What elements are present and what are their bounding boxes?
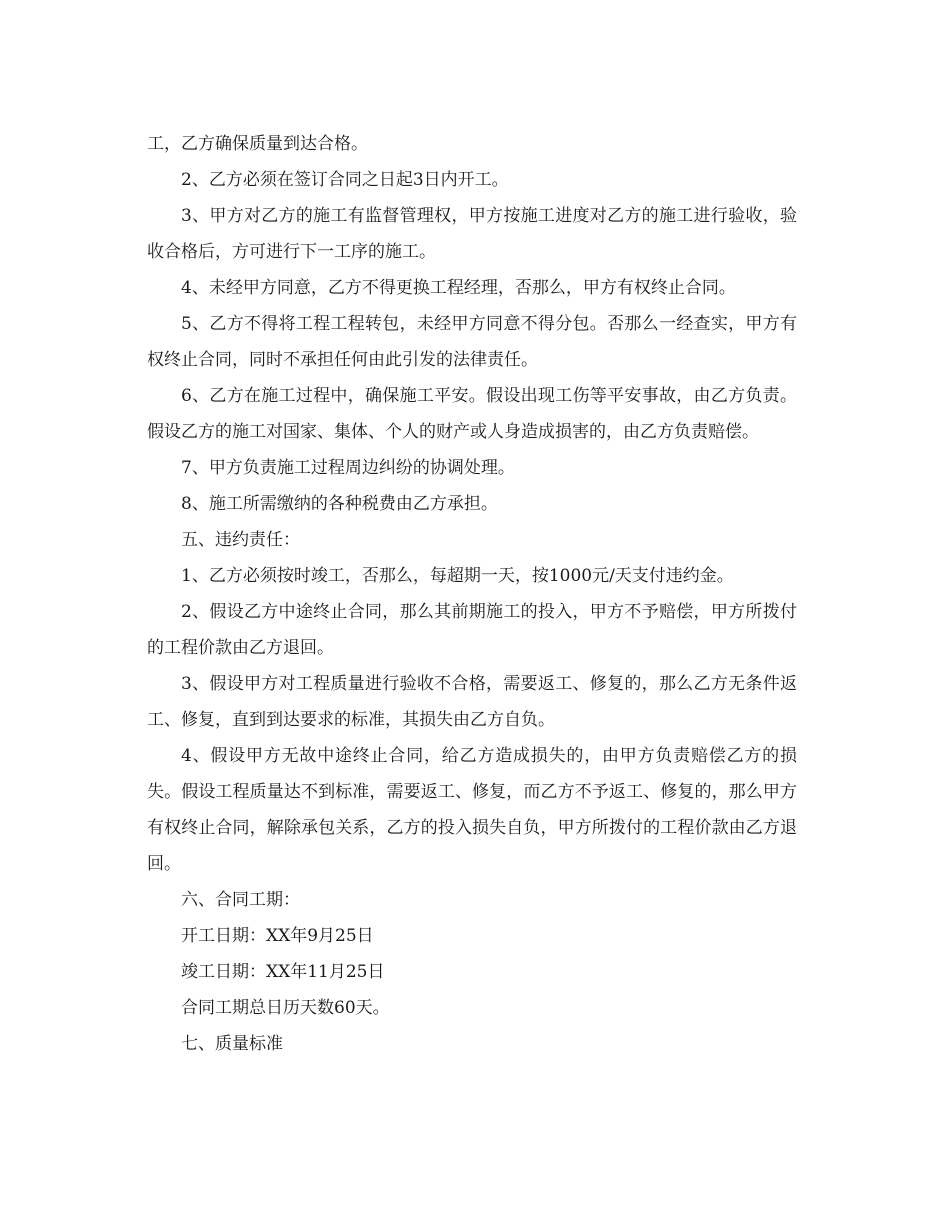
- completion-date-line: 竣工日期：XX年11月25日: [181, 962, 385, 982]
- section-heading: 七、质量标准: [181, 1034, 283, 1054]
- section-heading: 六、合同工期：: [181, 890, 300, 910]
- paragraph: 3、假设甲方对工程质量进行验收不合格，需要返工、修复的，那么乙方无条件返工、修复，直到到达要求的标准，其损失由乙方自负。: [147, 674, 797, 730]
- paragraph: 4、未经甲方同意，乙方不得更换工程经理，否那么，甲方有权终止合同。: [181, 278, 736, 298]
- start-date-line: 开工日期：XX年9月25日: [181, 926, 374, 946]
- paragraph: 工，乙方确保质量到达合格。: [147, 134, 368, 154]
- paragraph: 7、甲方负责施工过程周边纠纷的协调处理。: [181, 458, 515, 478]
- paragraph: 3、甲方对乙方的施工有监督管理权，甲方按施工进度对乙方的施工进行验收，验收合格后，方可进行下一工序的施工。: [147, 206, 797, 262]
- duration-line: 合同工期总日历天数60天。: [181, 998, 390, 1018]
- section-heading: 五、违约责任：: [181, 530, 300, 550]
- document-body: [147, 126, 797, 1062]
- paragraph: 2、乙方必须在签订合同之日起3日内开工。: [181, 170, 509, 190]
- paragraph: 2、假设乙方中途终止合同，那么其前期施工的投入，甲方不予赔偿，甲方所拨付的工程价款由乙方退回。: [147, 602, 797, 658]
- paragraph: 5、乙方不得将工程工程转包，未经甲方同意不得分包。否那么一经查实，甲方有权终止合同，同时不承担任何由此引发的法律责任。: [147, 314, 797, 370]
- paragraph: 6、乙方在施工过程中，确保施工平安。假设出现工伤等平安事故，由乙方负责。假设乙方的施工对国家、集体、个人的财产或人身造成损害的，由乙方负责赔偿。: [147, 386, 797, 442]
- paragraph: 8、施工所需缴纳的各种税费由乙方承担。: [181, 494, 498, 514]
- paragraph: 4、假设甲方无故中途终止合同，给乙方造成损失的，由甲方负责赔偿乙方的损失。假设工程质量达不到标准，需要返工、修复，而乙方不予返工、修复的，那么甲方有权终止合同，解除承包关系，乙方的投入损失自负，甲方所拨付的工程价款由乙方退回。: [147, 746, 797, 874]
- paragraph: 1、乙方必须按时竣工，否那么，每超期一天，按1000元/天支付违约金。: [181, 566, 734, 586]
